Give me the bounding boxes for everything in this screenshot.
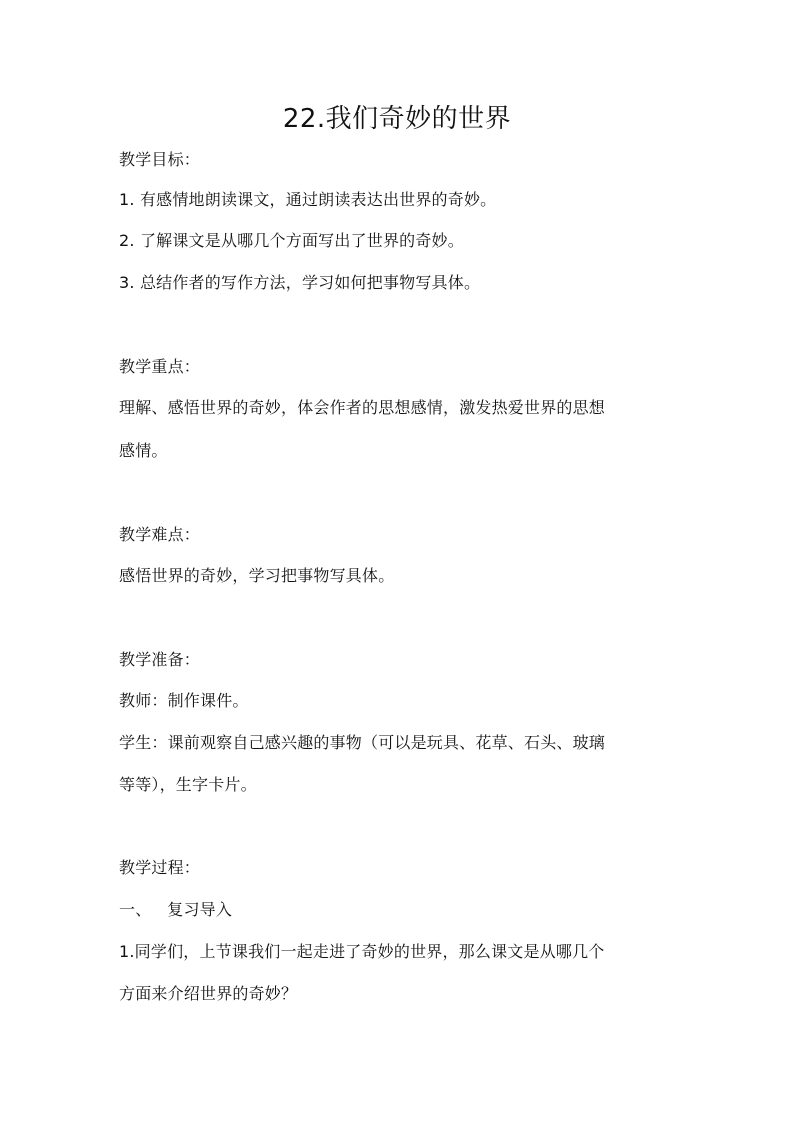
key-points-line-2: 感情。 bbox=[119, 441, 168, 460]
key-points-heading: 教学重点： bbox=[119, 357, 201, 376]
preparation-student-line-1: 学生：课前观察自己感兴趣的事物（可以是玩具、花草、石头、玻璃 bbox=[119, 733, 606, 752]
process-heading: 教学过程： bbox=[119, 858, 201, 877]
key-points-line-1: 理解、感悟世界的奇妙，体会作者的思想感情，激发热爱世界的思想 bbox=[119, 398, 606, 417]
document-title: 22.我们奇妙的世界 bbox=[282, 104, 512, 134]
difficulties-heading: 教学难点： bbox=[119, 525, 201, 544]
preparation-student-line-2: 等等），生字卡片。 bbox=[119, 775, 257, 794]
process-line-1: 1.同学们，上节课我们一起走进了奇妙的世界，那么课文是从哪几个 bbox=[119, 942, 605, 961]
process-line-2: 方面来介绍世界的奇妙？ bbox=[119, 984, 298, 1003]
difficulties-line-1: 感悟世界的奇妙，学习把事物写具体。 bbox=[119, 566, 395, 585]
objectives-heading: 教学目标： bbox=[119, 150, 201, 169]
preparation-heading: 教学准备： bbox=[119, 650, 201, 669]
objective-item-3: 3. 总结作者的写作方法，学习如何把事物写具体。 bbox=[119, 273, 481, 292]
objective-item-1: 1. 有感情地朗读课文，通过朗读表达出世界的奇妙。 bbox=[119, 190, 497, 209]
preparation-teacher: 教师：制作课件。 bbox=[119, 691, 249, 710]
process-section-1: 一、 复习导入 bbox=[119, 900, 233, 919]
objective-item-2: 2. 了解课文是从哪几个方面写出了世界的奇妙。 bbox=[119, 231, 464, 250]
